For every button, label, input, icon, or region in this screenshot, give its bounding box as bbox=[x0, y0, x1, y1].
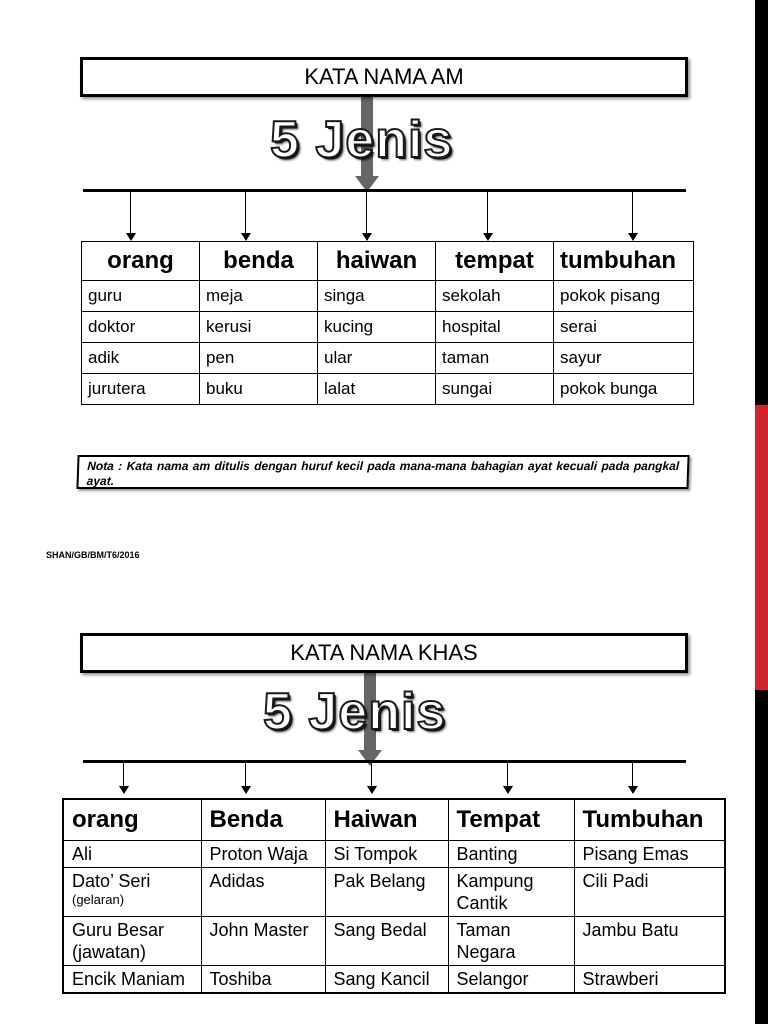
table-cell: Banting bbox=[448, 841, 574, 868]
table-cell: buku bbox=[200, 374, 318, 405]
table-header-cell: Tumbuhan bbox=[574, 799, 725, 841]
table-header-cell: benda bbox=[200, 242, 318, 281]
table-cell: kucing bbox=[318, 312, 436, 343]
branch-connector bbox=[245, 192, 246, 234]
kata-nama-am-table bbox=[81, 241, 694, 405]
table-cell: taman bbox=[436, 343, 554, 374]
branch-connector bbox=[371, 763, 372, 787]
arrow-down-icon bbox=[119, 786, 129, 794]
table-cell: Si Tompok bbox=[325, 841, 448, 868]
table-cell: Taman Negara bbox=[448, 917, 574, 966]
credit-text: SHAN/GB/BM/T6/2016 bbox=[46, 550, 140, 560]
table-cell: sayur bbox=[554, 343, 694, 374]
right-edge-red-accent bbox=[755, 405, 768, 690]
jenis-heading: 5 Jenis bbox=[263, 683, 447, 741]
table-cell: Encik Maniam bbox=[63, 966, 201, 994]
table-cell: Jambu Batu bbox=[574, 917, 725, 966]
table-cell: Proton Waja bbox=[201, 841, 325, 868]
arrow-down-icon bbox=[367, 786, 377, 794]
table-cell: singa bbox=[318, 281, 436, 312]
table-cell: pokok bunga bbox=[554, 374, 694, 405]
table-cell: John Master bbox=[201, 917, 325, 966]
down-arrow-icon bbox=[358, 750, 382, 766]
table-header-cell: haiwan bbox=[318, 242, 436, 281]
table-cell: Pak Belang bbox=[325, 868, 448, 917]
table-row bbox=[63, 917, 725, 966]
table-cell: Pisang Emas bbox=[574, 841, 725, 868]
table-header-row bbox=[82, 242, 694, 281]
branch-connector bbox=[366, 192, 367, 234]
table-header-row bbox=[63, 799, 725, 841]
table-row bbox=[63, 841, 725, 868]
table-cell: meja bbox=[200, 281, 318, 312]
table-cell: serai bbox=[554, 312, 694, 343]
arrow-down-icon bbox=[241, 786, 251, 794]
branch-connector bbox=[130, 192, 131, 234]
arrow-down-icon bbox=[628, 233, 638, 241]
table-cell: Cili Padi bbox=[574, 868, 725, 917]
branch-connector bbox=[632, 192, 633, 234]
table-header-cell: orang bbox=[82, 242, 200, 281]
kata-nama-khas-table bbox=[62, 798, 726, 994]
table-cell: kerusi bbox=[200, 312, 318, 343]
branch-connector bbox=[507, 763, 508, 787]
table-cell: adik bbox=[82, 343, 200, 374]
arrow-down-icon bbox=[628, 786, 638, 794]
title-kata-nama-khas: KATA NAMA KHAS bbox=[80, 633, 688, 673]
branch-line bbox=[83, 189, 686, 192]
table-row bbox=[63, 868, 725, 917]
arrow-down-icon bbox=[503, 786, 513, 794]
note-box: Nota : Kata nama am ditulis dengan huruf kecil pada mana-mana bahagian ayat kecuali pada pangkal ayat. bbox=[76, 455, 689, 489]
table-header-cell: orang bbox=[63, 799, 201, 841]
table-cell: sekolah bbox=[436, 281, 554, 312]
table-cell: hospital bbox=[436, 312, 554, 343]
table-cell: ular bbox=[318, 343, 436, 374]
table-header-cell: tumbuhan bbox=[554, 242, 694, 281]
table-cell: guru bbox=[82, 281, 200, 312]
arrow-down-icon bbox=[126, 233, 136, 241]
table-row bbox=[82, 374, 694, 405]
table-cell: lalat bbox=[318, 374, 436, 405]
table-cell: jurutera bbox=[82, 374, 200, 405]
table-cell: pokok pisang bbox=[554, 281, 694, 312]
table-cell: doktor bbox=[82, 312, 200, 343]
branch-connector bbox=[632, 763, 633, 787]
table-row bbox=[63, 966, 725, 994]
table-row bbox=[82, 312, 694, 343]
table-header-cell: Tempat bbox=[448, 799, 574, 841]
table-header-cell: Haiwan bbox=[325, 799, 448, 841]
table-row bbox=[82, 343, 694, 374]
table-cell: Selangor bbox=[448, 966, 574, 994]
cell-text: Dato’ Seri bbox=[72, 871, 151, 891]
arrow-down-icon bbox=[241, 233, 251, 241]
branch-line bbox=[83, 760, 686, 763]
table-cell: pen bbox=[200, 343, 318, 374]
arrow-down-icon bbox=[362, 233, 372, 241]
cell-subtext: (gelaran) bbox=[72, 892, 125, 907]
branch-connector bbox=[123, 763, 124, 787]
table-cell: Toshiba bbox=[201, 966, 325, 994]
table-row bbox=[82, 281, 694, 312]
table-cell: Adidas bbox=[201, 868, 325, 917]
table-cell: Ali bbox=[63, 841, 201, 868]
arrow-down-icon bbox=[483, 233, 493, 241]
table-header-cell: Benda bbox=[201, 799, 325, 841]
branch-connector bbox=[245, 763, 246, 787]
branch-connector bbox=[487, 192, 488, 234]
table-cell: sungai bbox=[436, 374, 554, 405]
table-cell: Sang Kancil bbox=[325, 966, 448, 994]
table-header-cell: tempat bbox=[436, 242, 554, 281]
table-cell: Sang Bedal bbox=[325, 917, 448, 966]
table-cell: Kampung Cantik bbox=[448, 868, 574, 917]
table-cell: Guru Besar (jawatan) bbox=[63, 917, 201, 966]
table-cell bbox=[63, 868, 201, 917]
jenis-heading: 5 Jenis bbox=[270, 111, 454, 169]
table-cell: Strawberi bbox=[574, 966, 725, 994]
title-kata-nama-am: KATA NAMA AM bbox=[80, 57, 688, 97]
